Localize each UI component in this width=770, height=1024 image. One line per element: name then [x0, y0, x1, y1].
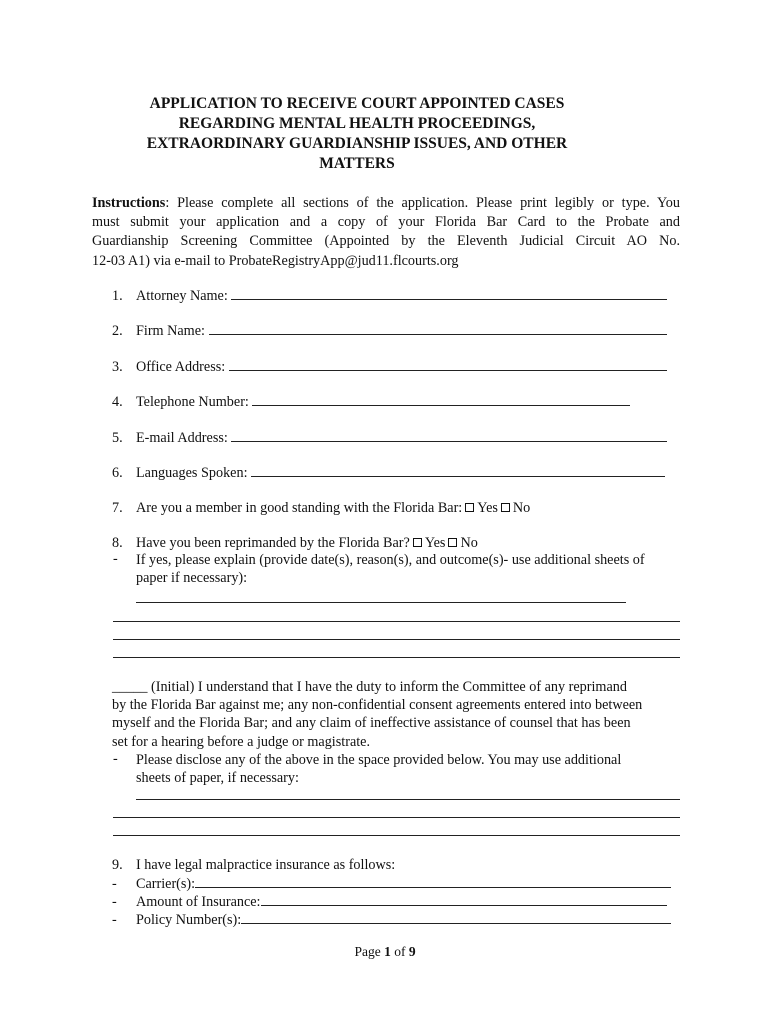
languages-label: Languages Spoken: — [136, 465, 248, 481]
reprimanded-row — [112, 534, 478, 552]
item-number: 2. — [112, 323, 123, 339]
office-address-field[interactable] — [229, 357, 667, 371]
reprimanded-question: Have you been reprimanded by the Florida Bar? — [136, 535, 410, 551]
item-number: 4. — [112, 394, 123, 410]
title-line: EXTRAORDINARY GUARDIANSHIP ISSUES, AND OTHER — [146, 135, 568, 152]
languages-row — [112, 463, 665, 482]
instructions-line: must submit your application and a copy of your Florida Bar Card to the Probate and — [92, 214, 680, 231]
amount-label: Amount of Insurance: — [136, 894, 261, 910]
bullet-dash: - — [113, 551, 118, 567]
good-standing-question: Are you a member in good standing with the Florida Bar: — [136, 500, 463, 516]
instructions-line: Guardianship Screening Committee (Appointed by the Eleventh Judicial Circuit AO No. — [92, 233, 680, 250]
item-number: 3. — [112, 359, 123, 375]
current-page: 1 — [384, 944, 391, 959]
office-address-label: Office Address: — [136, 359, 226, 375]
total-pages: 9 — [408, 944, 416, 959]
item-number: 1. — [112, 288, 123, 304]
policy-number-field[interactable] — [241, 910, 671, 924]
no-label: No — [460, 535, 478, 551]
item-number: 5. — [112, 430, 123, 446]
good-standing-yes-checkbox[interactable] — [465, 503, 474, 512]
bullet-dash: - — [112, 912, 117, 928]
amount-field[interactable] — [261, 892, 667, 906]
instructions-block — [92, 194, 680, 271]
instructions-line: 12-03 A1) via e-mail to ProbateRegistryApp@jud11.flcourts.org — [92, 252, 459, 269]
explain-line-3[interactable] — [113, 639, 680, 640]
telephone-label: Telephone Number: — [136, 394, 249, 410]
bullet-dash: - — [112, 894, 117, 910]
instructions-label: Instructions — [92, 195, 166, 211]
carrier-label: Carrier(s): — [136, 876, 196, 892]
instructions-line: Instructions: Please complete all sections of the application. Please print legibly or type. You — [92, 195, 680, 211]
reprimand-explain-text: If yes, please explain (provide date(s), reason(s), and outcome(s)- use additional sheets of paper if necessary): — [136, 552, 645, 587]
yes-label: Yes — [477, 500, 498, 516]
item-number: 9. — [112, 857, 123, 873]
good-standing-row — [112, 499, 530, 517]
explain-line-1[interactable] — [136, 602, 626, 603]
no-label: No — [512, 500, 531, 516]
title-line: MATTERS — [319, 155, 395, 172]
attorney-name-label: Attorney Name: — [136, 288, 228, 304]
explain-line-4[interactable] — [113, 657, 680, 658]
bullet-dash: - — [113, 751, 118, 767]
item-number: 7. — [112, 500, 123, 516]
form-title — [90, 94, 624, 174]
attorney-name-row — [112, 286, 667, 305]
insurance-heading: 9. I have legal malpractice insurance as follows: — [112, 857, 396, 873]
disclose-line-2[interactable] — [113, 817, 680, 818]
initial-statement: _____ (Initial) I understand that I have the duty to inform the Committee of any reprimand by the Florida Bar against me; any non-confidential consent agreements entered into between myself and the Florida Bar; and any claim of ineffective assistance of counsel that has been set for a hearing before a judge or magistrate. — [112, 679, 643, 750]
disclose-text: Please disclose any of the above in the space provided below. You may use additional sheets of paper, if necessary: — [136, 752, 622, 787]
telephone-field[interactable] — [252, 392, 630, 406]
policy-row — [112, 910, 671, 929]
firm-name-label: Firm Name: — [136, 323, 205, 339]
firm-name-field[interactable] — [209, 321, 667, 335]
good-standing-no-checkbox[interactable] — [501, 503, 510, 512]
telephone-row — [112, 392, 630, 411]
item-number: 6. — [112, 465, 123, 481]
title-line: APPLICATION TO RECEIVE COURT APPOINTED CASES — [149, 95, 565, 112]
reprimanded-yes-checkbox[interactable] — [413, 538, 422, 547]
attorney-name-field[interactable] — [231, 286, 667, 300]
firm-name-row — [112, 321, 667, 340]
policy-label: Policy Number(s): — [136, 912, 242, 928]
reprimanded-no-checkbox[interactable] — [448, 538, 457, 547]
disclose-line-3[interactable] — [113, 835, 680, 836]
languages-field[interactable] — [251, 463, 665, 477]
email-label: E-mail Address: — [136, 430, 228, 446]
amount-row — [112, 892, 667, 911]
office-address-row — [112, 357, 667, 376]
explain-line-2[interactable] — [113, 621, 680, 622]
initial-blank[interactable]: _____ — [112, 679, 148, 695]
bullet-dash: - — [112, 876, 117, 892]
page-footer: Page 1 of 9 — [354, 944, 416, 959]
email-row — [112, 428, 667, 447]
disclose-line-1[interactable] — [136, 799, 680, 800]
carrier-field[interactable] — [195, 874, 671, 888]
title-line: REGARDING MENTAL HEALTH PROCEEDINGS, — [178, 115, 536, 132]
carrier-row — [112, 874, 671, 893]
yes-label: Yes — [424, 535, 446, 551]
item-number: 8. — [112, 535, 123, 551]
email-field[interactable] — [231, 428, 667, 442]
